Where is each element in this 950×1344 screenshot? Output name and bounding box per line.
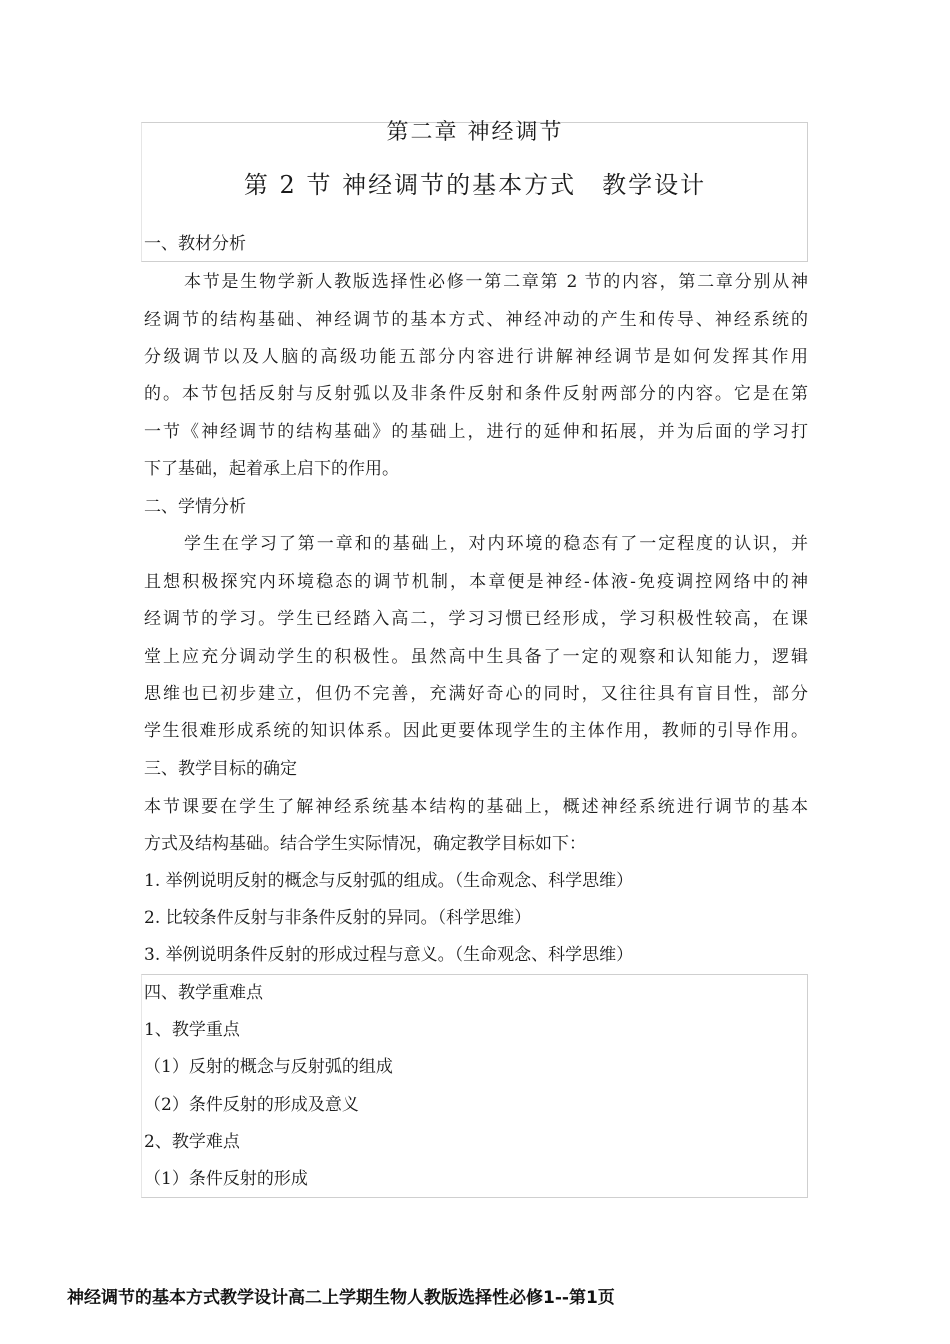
heading-key-difficult-points: 四、教学重难点	[144, 983, 263, 1003]
heading-teaching-goals: 三、教学目标的确定	[144, 759, 297, 779]
page-footer: 神经调节的基本方式教学设计高二上学期生物人教版选择性必修1--第1页	[67, 1288, 615, 1308]
paragraph-line: 的。本节包括反射与反射弧以及非条件反射和条件反射两部分的内容。它是在第	[144, 384, 808, 404]
paragraph-line: 堂上应充分调动学生的积极性。虽然高中生具备了一定的观察和认知能力，逻辑	[144, 647, 808, 667]
chapter-title: 第二章 神经调节	[386, 120, 564, 145]
paragraph-line: 学生在学习了第一章和的基础上，对内环境的稳态有了一定程度的认识，并	[184, 534, 808, 554]
key-point-item: （2）条件反射的形成及意义	[144, 1095, 359, 1115]
heading-student-analysis: 二、学情分析	[144, 497, 246, 517]
paragraph-line: 方式及结构基础。结合学生实际情况，确定教学目标如下：	[144, 834, 586, 854]
paragraph-line: 分级调节以及人脑的高级功能五部分内容进行讲解神经调节是如何发挥其作用	[144, 347, 808, 367]
section-title: 第 2 节 神经调节的基本方式 教学设计	[243, 171, 707, 199]
paragraph-line: 本节是生物学新人教版选择性必修一第二章第 2 节的内容，第二章分别从神	[184, 272, 808, 292]
goal-item: 2. 比较条件反射与非条件反射的异同。（科学思维）	[144, 908, 532, 928]
paragraph-line: 经调节的结构基础、神经调节的基本方式、神经冲动的产生和传导、神经系统的	[144, 310, 808, 330]
key-point-item: （1）反射的概念与反射弧的组成	[144, 1057, 393, 1077]
goal-item: 3. 举例说明条件反射的形成过程与意义。（生命观念、科学思维）	[144, 945, 634, 965]
subheading-difficult-points: 2、教学难点	[144, 1132, 240, 1152]
heading-textbook-analysis: 一、教材分析	[144, 234, 246, 254]
paragraph-line: 且想积极探究内环境稳态的调节机制，本章便是神经-体液-免疫调控网络中的神	[144, 572, 808, 592]
paragraph-line: 下了基础，起着承上启下的作用。	[144, 459, 399, 479]
subheading-key-points: 1、教学重点	[144, 1020, 240, 1040]
paragraph-line: 经调节的学习。学生已经踏入高二，学习习惯已经形成，学习积极性较高，在课	[144, 609, 808, 629]
paragraph-line: 学生很难形成系统的知识体系。因此更要体现学生的主体作用，教师的引导作用。	[144, 721, 808, 741]
paragraph-line: 思维也已初步建立，但仍不完善，充满好奇心的同时，又往往具有盲目性，部分	[144, 684, 808, 704]
paragraph-line: 一节《神经调节的结构基础》的基础上，进行的延伸和拓展，并为后面的学习打	[144, 422, 808, 442]
difficult-point-item: （1）条件反射的形成	[144, 1169, 308, 1189]
key-points-frame	[141, 974, 808, 1198]
paragraph-line: 本节课要在学生了解神经系统基本结构的基础上，概述神经系统进行调节的基本	[144, 797, 808, 817]
goal-item: 1. 举例说明反射的概念与反射弧的组成。（生命观念、科学思维）	[144, 871, 634, 891]
